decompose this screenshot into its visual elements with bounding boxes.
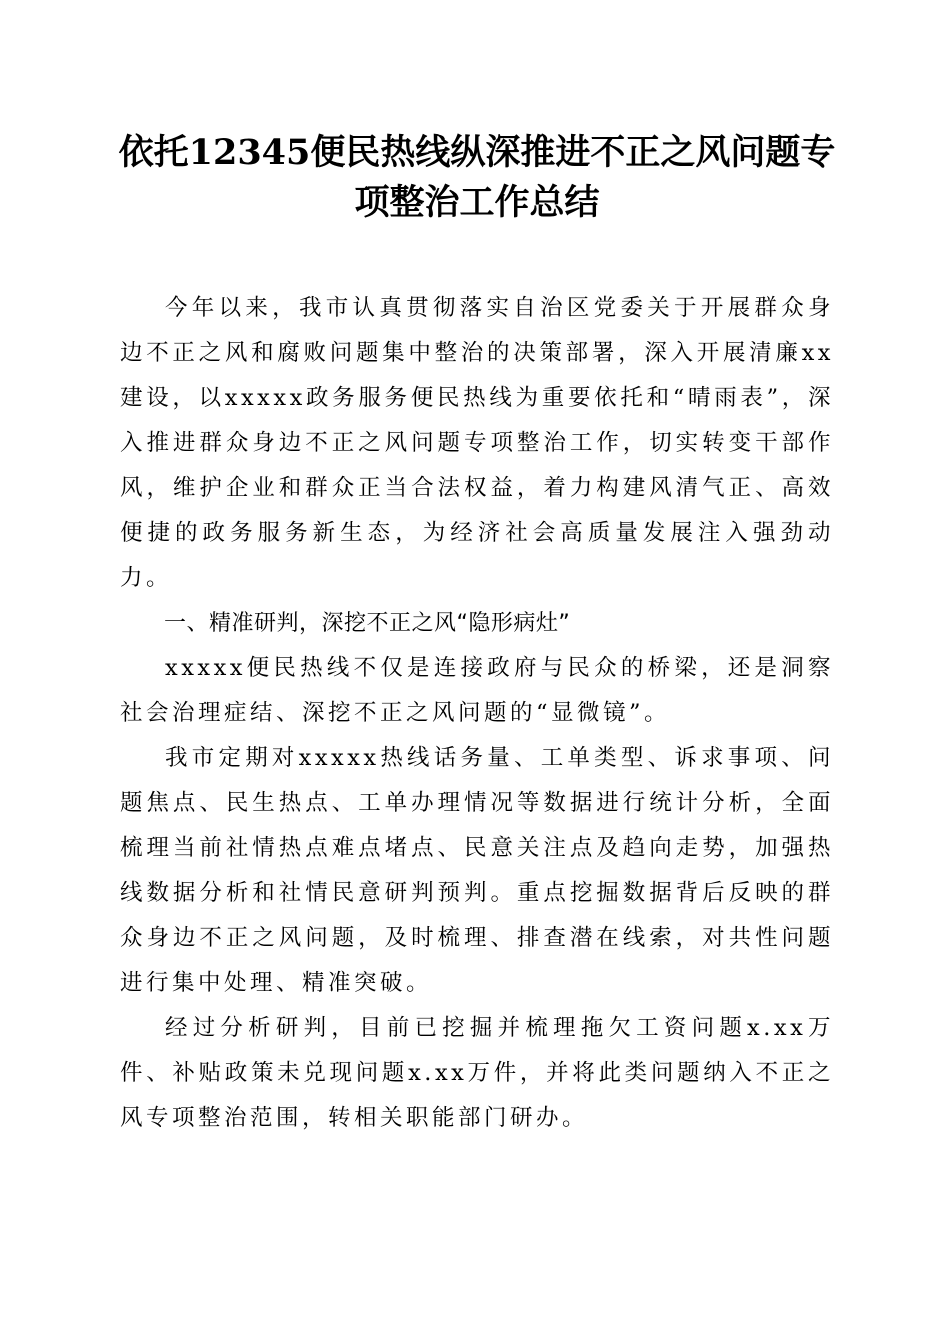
body-paragraph: 经过分析研判，目前已挖掘并梳理拖欠工资问题x.xx万件、补贴政策未兑现问题x.xx万件，并将此类问题纳入不正之风专项整治范围，转相关职能部门研办。: [120, 1015, 834, 1131]
body-paragraph: 我市定期对xxxxx热线话务量、工单类型、诉求事项、问题焦点、民生热点、工单办理情况等数据进行统计分析，全面梳理当前社情热点难点堵点、民意关注点及趋向走势，加强热线数据分析和社情民意研判预判。重点挖掘数据背后反映的群众身边不正之风问题，及时梳理、排查潜在线索，对共性问题进行集中处理、精准突破。: [120, 745, 834, 996]
intro-paragraph: 今年以来，我市认真贯彻落实自治区党委关于开展群众身边不正之风和腐败问题集中整治的决策部署，深入开展清廉xx建设，以xxxxx政务服务便民热线为重要依托和“晴雨表”，深入推进群众身边不正之风问题专项整治工作，切实转变干部作风，维护企业和群众正当合法权益，着力构建风清气正、高效便捷的政务服务新生态，为经济社会高质量发展注入强劲动力。: [120, 295, 834, 591]
section-heading: 一、精准研判，深挖不正之风“隐形病灶”: [164, 611, 571, 636]
document-title: 依托12345便民热线纵深推进不正之风问题专项整治工作总结: [118, 132, 836, 223]
document-page: [120, 128, 834, 1141]
body-paragraph: xxxxx便民热线不仅是连接政府与民众的桥梁，还是洞察社会治理症结、深挖不正之风问题的“显微镜”。: [120, 655, 834, 726]
document-body: [120, 286, 834, 1141]
